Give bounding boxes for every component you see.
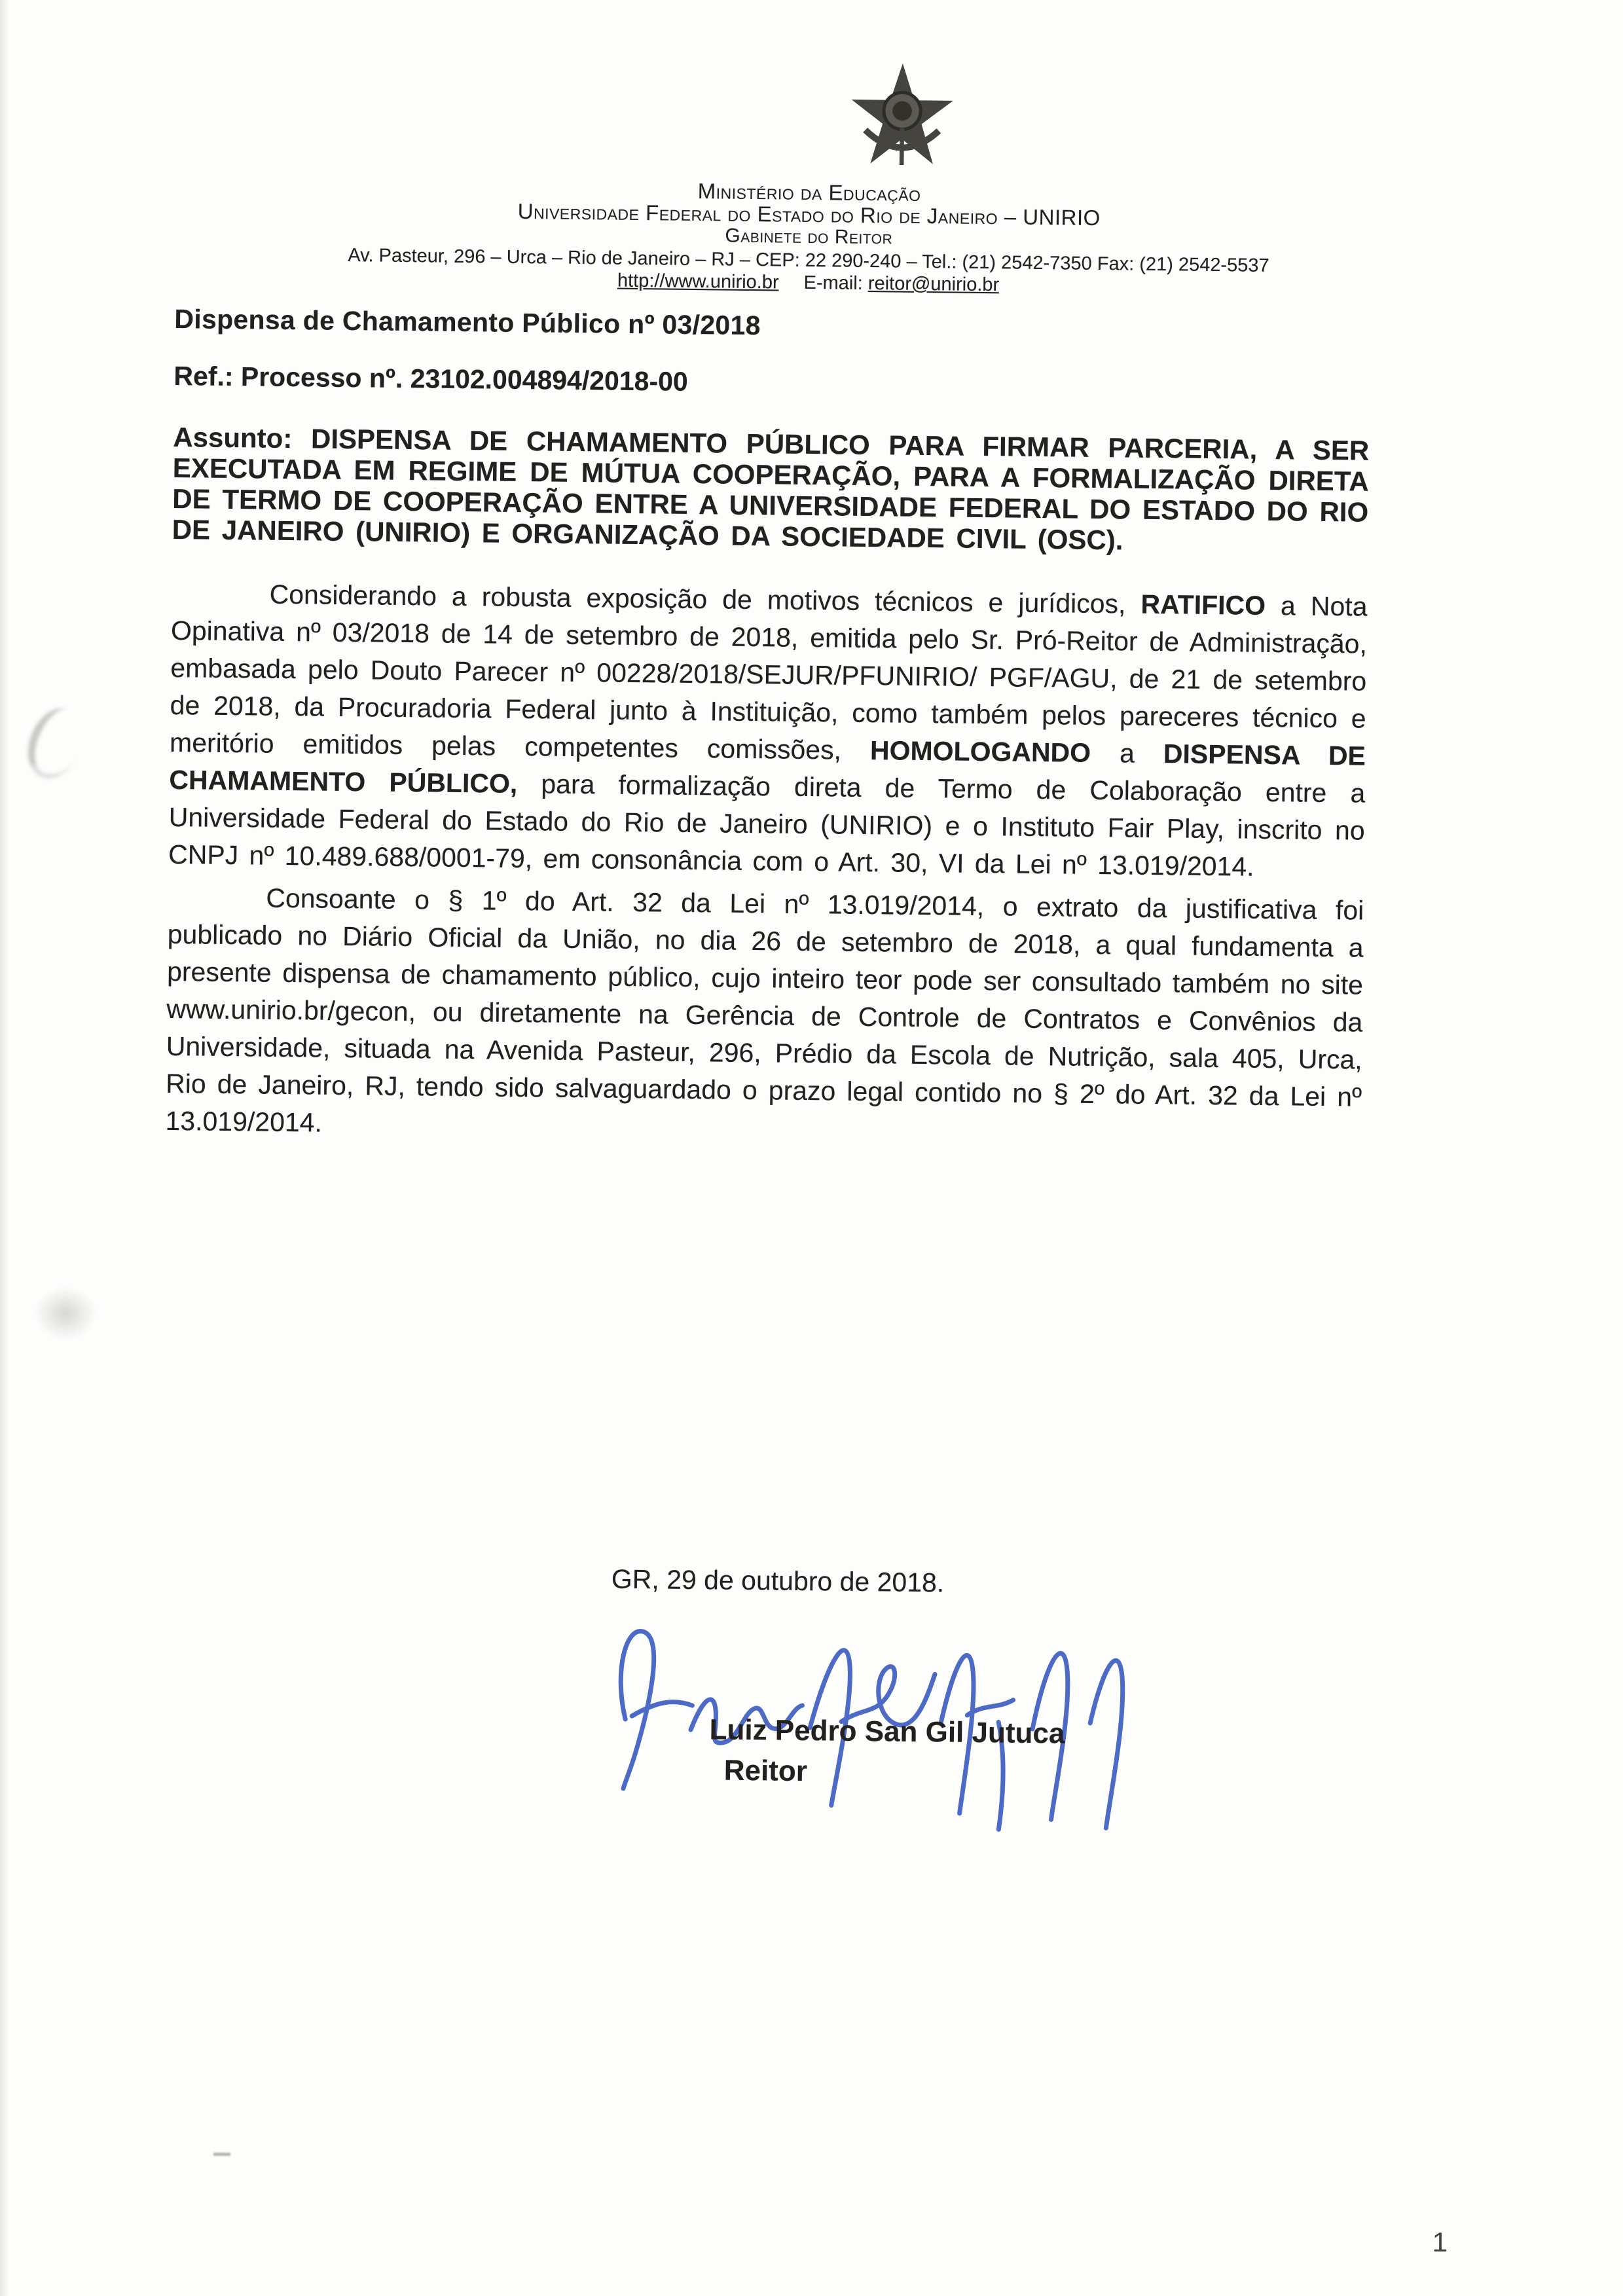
email-label: E-mail: <box>803 272 864 294</box>
website-link[interactable]: http://www.unirio.br <box>617 270 779 293</box>
ministry-name: Ministério da Educação <box>697 179 921 206</box>
scan-artifact <box>34 1286 97 1340</box>
paragraph-1: Considerando a robusta exposição de motivos técnicos e jurídicos, RATIFICO a Nota Opinativa nº 03/2018 de 14 de setembro de 2018, emitida pelo Sr. Pró-Reitor de Administração, embasada pelo Douto Parecer nº 00228/2018/SEJUR/PFUNIRIO/ PGF/AGU, de 21 de setembro de 2018, da Procuradoria Federal junto à Instituição, como também pelos pareceres técnico e meritório emitidos pelas competentes comissões, HOMOLOGANDO a DISPENSA DE CHAMAMENTO PÚBLICO, para formalização direta de Termo de Colaboração entre a Universidade Federal do Estado do Rio de Janeiro (UNIRIO) e o Instituto Fair Play, inscrito no CNPJ nº 10.489.688/0001-79, em consonância com o Art. 30, VI da Lei nº 13.019/2014. <box>168 579 1368 882</box>
date-line: GR, 29 de outubro de 2018. <box>611 1563 945 1598</box>
university-name: Universidade Federal do Estado do Rio de Janeiro – UNIRIO <box>517 198 1101 230</box>
signature-area <box>558 1620 1216 1844</box>
paragraph-2: Consoante o § 1º do Art. 32 da Lei nº 13.019/2014, o extrato da justificativa foi publicado no Diário Oficial da União, no dia 26 de setembro de 2018, a qual fundamenta a presente dispensa de chamamento público, cujo inteiro teor pode ser consultado também no site www.unirio.br/gecon, ou diretamente na Gerência de Controle de Contratos e Convênios da Universidade, situada na Avenida Pasteur, 296, Prédio da Escola de Nutrição, sala 405, Urca, Rio de Janeiro, RJ, tendo sido salvaguardado o prazo legal contido no § 2º do Art. 32 da Lei nº 13.019/2014. <box>165 883 1364 1138</box>
letterhead <box>0 172 1621 303</box>
document-title: Dispensa de Chamamento Público nº 03/2018 <box>174 303 761 341</box>
scan-artifact <box>213 2153 230 2156</box>
signatory-role: Reitor <box>723 1754 808 1788</box>
email-link[interactable]: reitor@unirio.br <box>867 273 1000 296</box>
brazil-coat-of-arms-icon <box>846 61 958 170</box>
subject-block: Assunto: DISPENSA DE CHAMAMENTO PÚBLICO PARA FIRMAR PARCERIA, A SER EXECUTADA EM REGIME DE MÚTUA COOPERAÇÃO, PARA A FORMALIZAÇÃO DIRETA DE TERMO DE COOPERAÇÃO ENTRE A UNIVERSIDADE FEDERAL DO ESTADO DO RIO DE JANEIRO (UNIRIO) E ORGANIZAÇÃO DA SOCIEDADE CIVIL (OSC). <box>172 421 1370 556</box>
process-reference: Ref.: Processo nº. 23102.004894/2018-00 <box>173 360 689 397</box>
signatory-name: Luiz Pedro San Gil Jutuca <box>709 1713 1065 1750</box>
office-name: Gabinete do Reitor <box>725 225 893 249</box>
document-body <box>157 304 1370 1846</box>
page-number: 1 <box>1432 2227 1448 2257</box>
address-line: Av. Pasteur, 296 – Urca – Rio de Janeiro – RJ – CEP: 22 290-240 – Tel.: (21) 2542-7350 Fax: (21) 2542-5537 <box>348 244 1269 276</box>
